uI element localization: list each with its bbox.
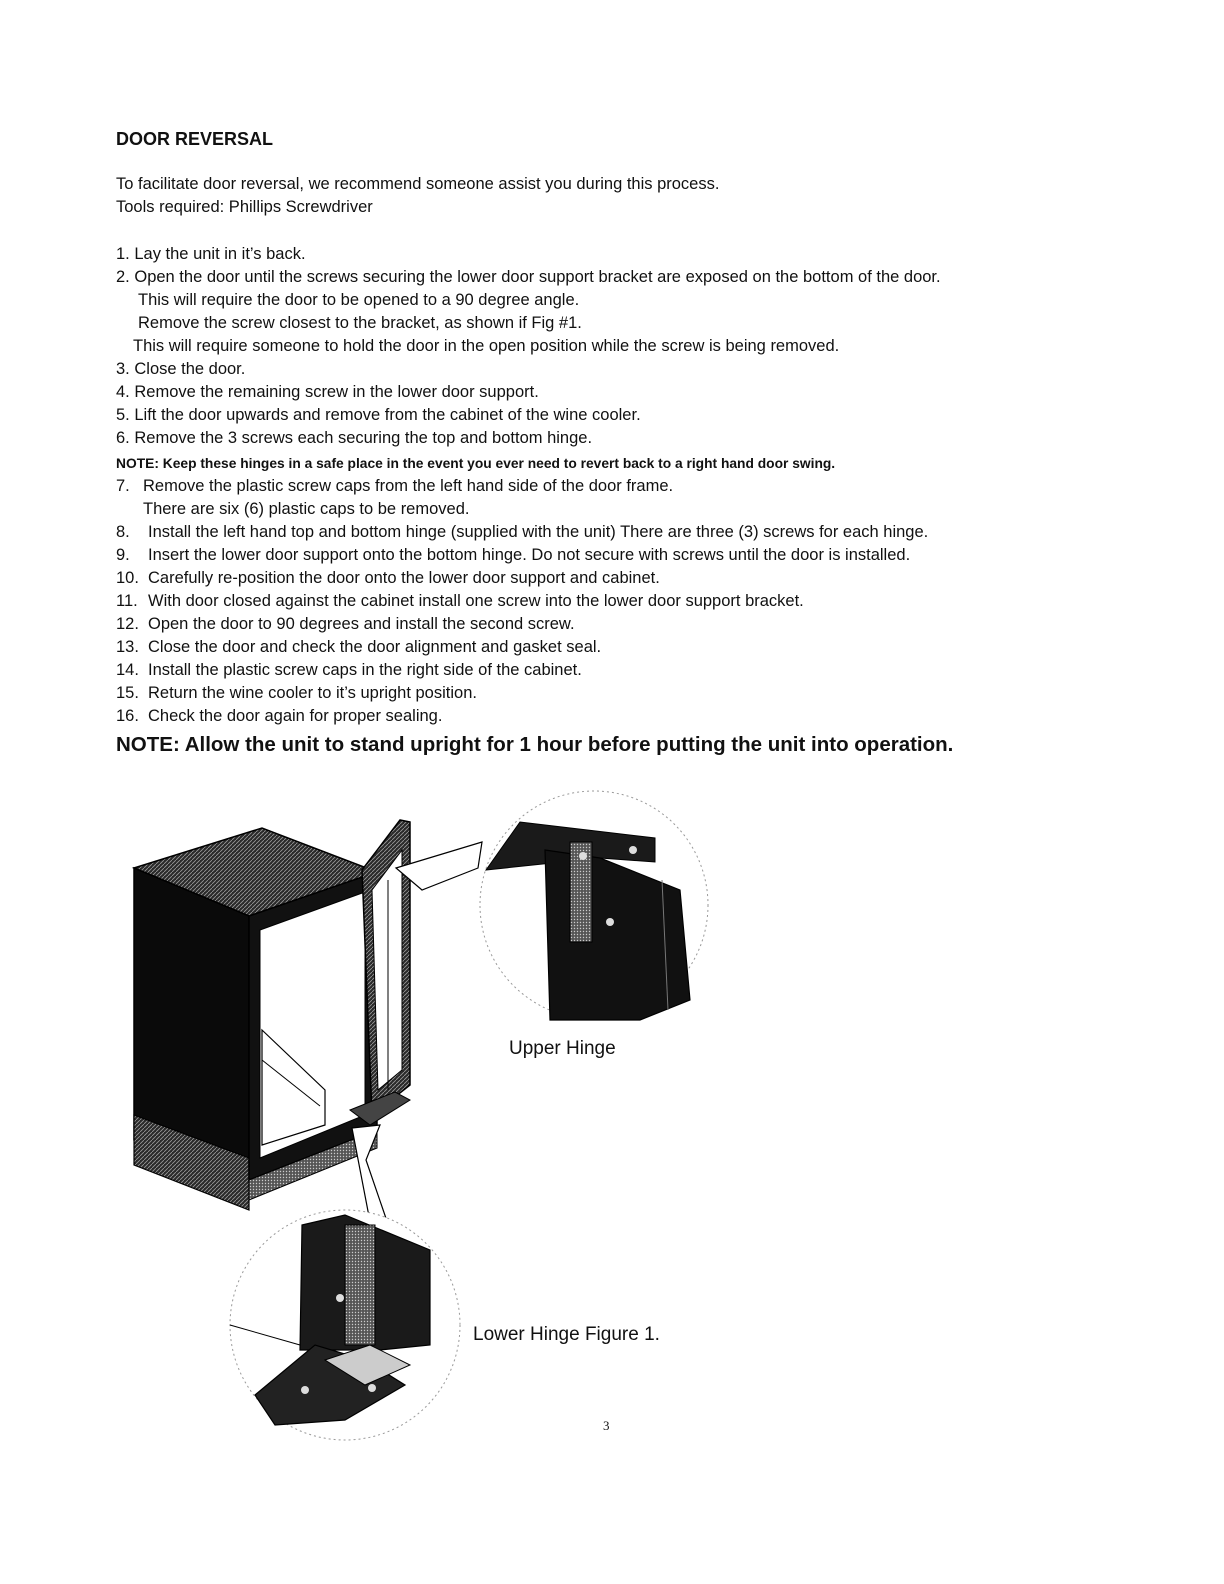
step-item: 7. Remove the plastic screw caps from the left hand side of the door frame.	[116, 477, 674, 495]
wine-cooler-cabinet	[134, 828, 377, 1210]
step-item: 9. Insert the lower door support onto the bottom hinge. Do not secure with screws until the door is installed.	[116, 546, 911, 564]
step-item: 15. Return the wine cooler to it’s upright position.	[116, 684, 477, 702]
upper-hinge-caption: Upper Hinge	[509, 1038, 616, 1059]
step-item: 16. Check the door again for proper sealing.	[116, 707, 443, 725]
hinge-note: NOTE: Keep these hinges in a safe place in the event you ever need to revert back to a right hand door swing.	[116, 456, 836, 471]
step-item: 2. Open the door until the screws securing the lower door support bracket are exposed on the bottom of the door.	[116, 268, 941, 286]
step-item: 8. Install the left hand top and bottom hinge (supplied with the unit) There are three (3) screws for each hinge.	[116, 523, 929, 541]
tools-line: Tools required: Phillips Screwdriver	[116, 198, 373, 216]
lower-hinge-caption: Lower Hinge Figure 1.	[473, 1324, 660, 1345]
step-item: 12. Open the door to 90 degrees and install the second screw.	[116, 615, 575, 633]
step-item: 4. Remove the remaining screw in the lower door support.	[116, 383, 539, 401]
step-item: 13. Close the door and check the door alignment and gasket seal.	[116, 638, 602, 656]
step-continuation: Remove the screw closest to the bracket, as shown if Fig #1.	[138, 314, 582, 332]
step-item: 10. Carefully re-position the door onto the lower door support and cabinet.	[116, 569, 660, 587]
lower-hinge-detail	[230, 1210, 460, 1440]
section-heading: DOOR REVERSAL	[116, 129, 274, 149]
step-continuation: This will require someone to hold the door in the open position while the screw is being removed.	[133, 337, 840, 355]
step-item: 11. With door closed against the cabinet install one screw into the lower door support bracket.	[116, 592, 804, 610]
page-number: 3	[603, 1418, 610, 1433]
upper-hinge-detail	[480, 791, 708, 1020]
intro-line: To facilitate door reversal, we recommend someone assist you during this process.	[116, 175, 720, 193]
step-item: 14. Install the plastic screw caps in the right side of the cabinet.	[116, 661, 582, 679]
step-continuation: This will require the door to be opened to a 90 degree angle.	[138, 291, 580, 309]
upright-note: NOTE: Allow the unit to stand upright for 1 hour before putting the unit into operation.	[116, 733, 954, 756]
step-item: 1. Lay the unit in it’s back.	[116, 245, 306, 263]
step-item: 5. Lift the door upwards and remove from the cabinet of the wine cooler.	[116, 406, 641, 424]
step-item: 3. Close the door.	[116, 360, 246, 378]
step-continuation: There are six (6) plastic caps to be removed.	[143, 500, 470, 518]
step-item: 6. Remove the 3 screws each securing the top and bottom hinge.	[116, 429, 593, 447]
